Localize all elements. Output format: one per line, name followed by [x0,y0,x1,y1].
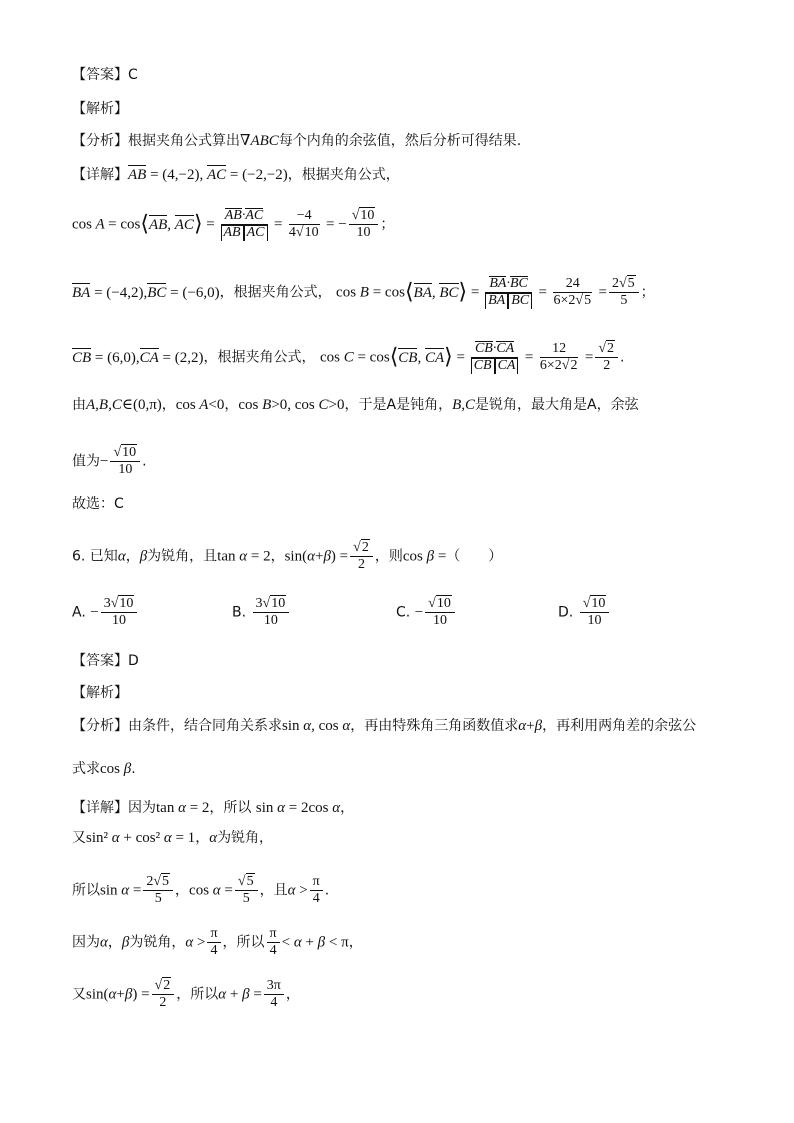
xiangjie-line-6-2: 又sin² α + cos² α = 1，α为锐角， [72,830,274,846]
xiangjie-label: 【详解】 [72,800,128,816]
conclusion-line-5b: 值为− $\frac{√10}{10}$ . [72,445,147,477]
jiexi-label-5: 【解析】 [72,101,128,117]
question-number: 6. [72,548,86,565]
fenxi-line-6: 【分析】由条件，结合同角关系求sin α, cos α，再由特殊角三角函数值求α+β，再利用两角差的余弦公 [72,718,697,734]
answer-value: D [128,653,139,669]
question-6-stem: 6. 已知α，β为锐角，且tan α = 2，sin(α+β) = $\frac{√2}{2}$ ，则cos β =（ ） [72,540,503,572]
answer-line-6 [72,651,139,671]
cos-b-line: BA = (−4,2),BC = (−6,0)，根据夹角公式， cos B = cos⟨BA, BC⟩ = $\frac{BA\cdot BC}{\text{BA BC}}$ = $\frac{24}{6\times 2√5}$ = $\frac{2√5}{5}$ ； [72,276,655,308]
fenxi-line-5: 【分析】根据夹角公式算出∇ABC每个内角的余弦值，然后分析可得结果. [72,133,522,149]
option-c: C. − $\frac{√10}{10}$ [396,596,457,629]
conclusion-line-5: 由A,B,C∈(0,π)，cos A<0，cos B>0, cos C>0，于是A是钝角，B,C是锐角，最大角是A，余弦 [72,397,639,413]
guxuan-5: 故选：C [72,496,124,512]
answer-label: 【答案】 [72,653,128,669]
jiexi-label-6: 【解析】 [72,685,128,701]
answer-line-5 [72,65,138,85]
option-d: D. $\frac{√10}{10}$ [558,596,611,629]
answer-value: C [128,67,138,83]
fenxi-line-6b: 式求cos β. [72,761,136,777]
fenxi-label: 【分析】 [72,133,128,149]
option-a: A. − $\frac{3√10}{10}$ [72,596,139,629]
xiangjie-line-6-3: 所以sin α = $\frac{2√5}{5}$ ，cos α = $\frac{√5}{5}$ ，且α > $\frac{\pi}{4}$ . [72,874,330,906]
xiangjie-line-6-5: 又sin(α+β) = $\frac{√2}{2}$ ，所以α + β = $\frac{3\pi}{4}$ ， [72,978,300,1010]
fenxi-label: 【分析】 [72,718,128,734]
option-b: B. $\frac{3√10}{10}$ [232,596,291,629]
xiangjie-line-6-4: 因为α，β为锐角，α > $\frac{\pi}{4}$ ，所以 $\frac{\pi}{4}$ < α + β < π， [72,926,363,958]
cos-c-line: CB = (6,0),CA = (2,2)，根据夹角公式， cos C = cos⟨CB, CA⟩ = $\frac{CB\cdot CA}{\text{CB CA}}$ = $\frac{12}{6\times 2√2}$ = $\frac{√2}{2}$ . [72,341,625,373]
xiangjie-line-5: 【详解】AB = (4,−2), AC = (−2,−2)，根据夹角公式， [72,167,400,183]
xiangjie-line-6-1: 【详解】因为tan α = 2，所以 sin α = 2cos α， [72,800,355,816]
cos-a-formula: cos A = cos⟨AB, AC⟩ = $\frac{AB\cdot AC}{\text{AB AC}}$ = $\frac{-4}{4√10}$ = − $\frac{√10}{10}$ ； [72,208,395,240]
xiangjie-label: 【详解】 [72,167,128,183]
answer-label: 【答案】 [72,67,128,83]
